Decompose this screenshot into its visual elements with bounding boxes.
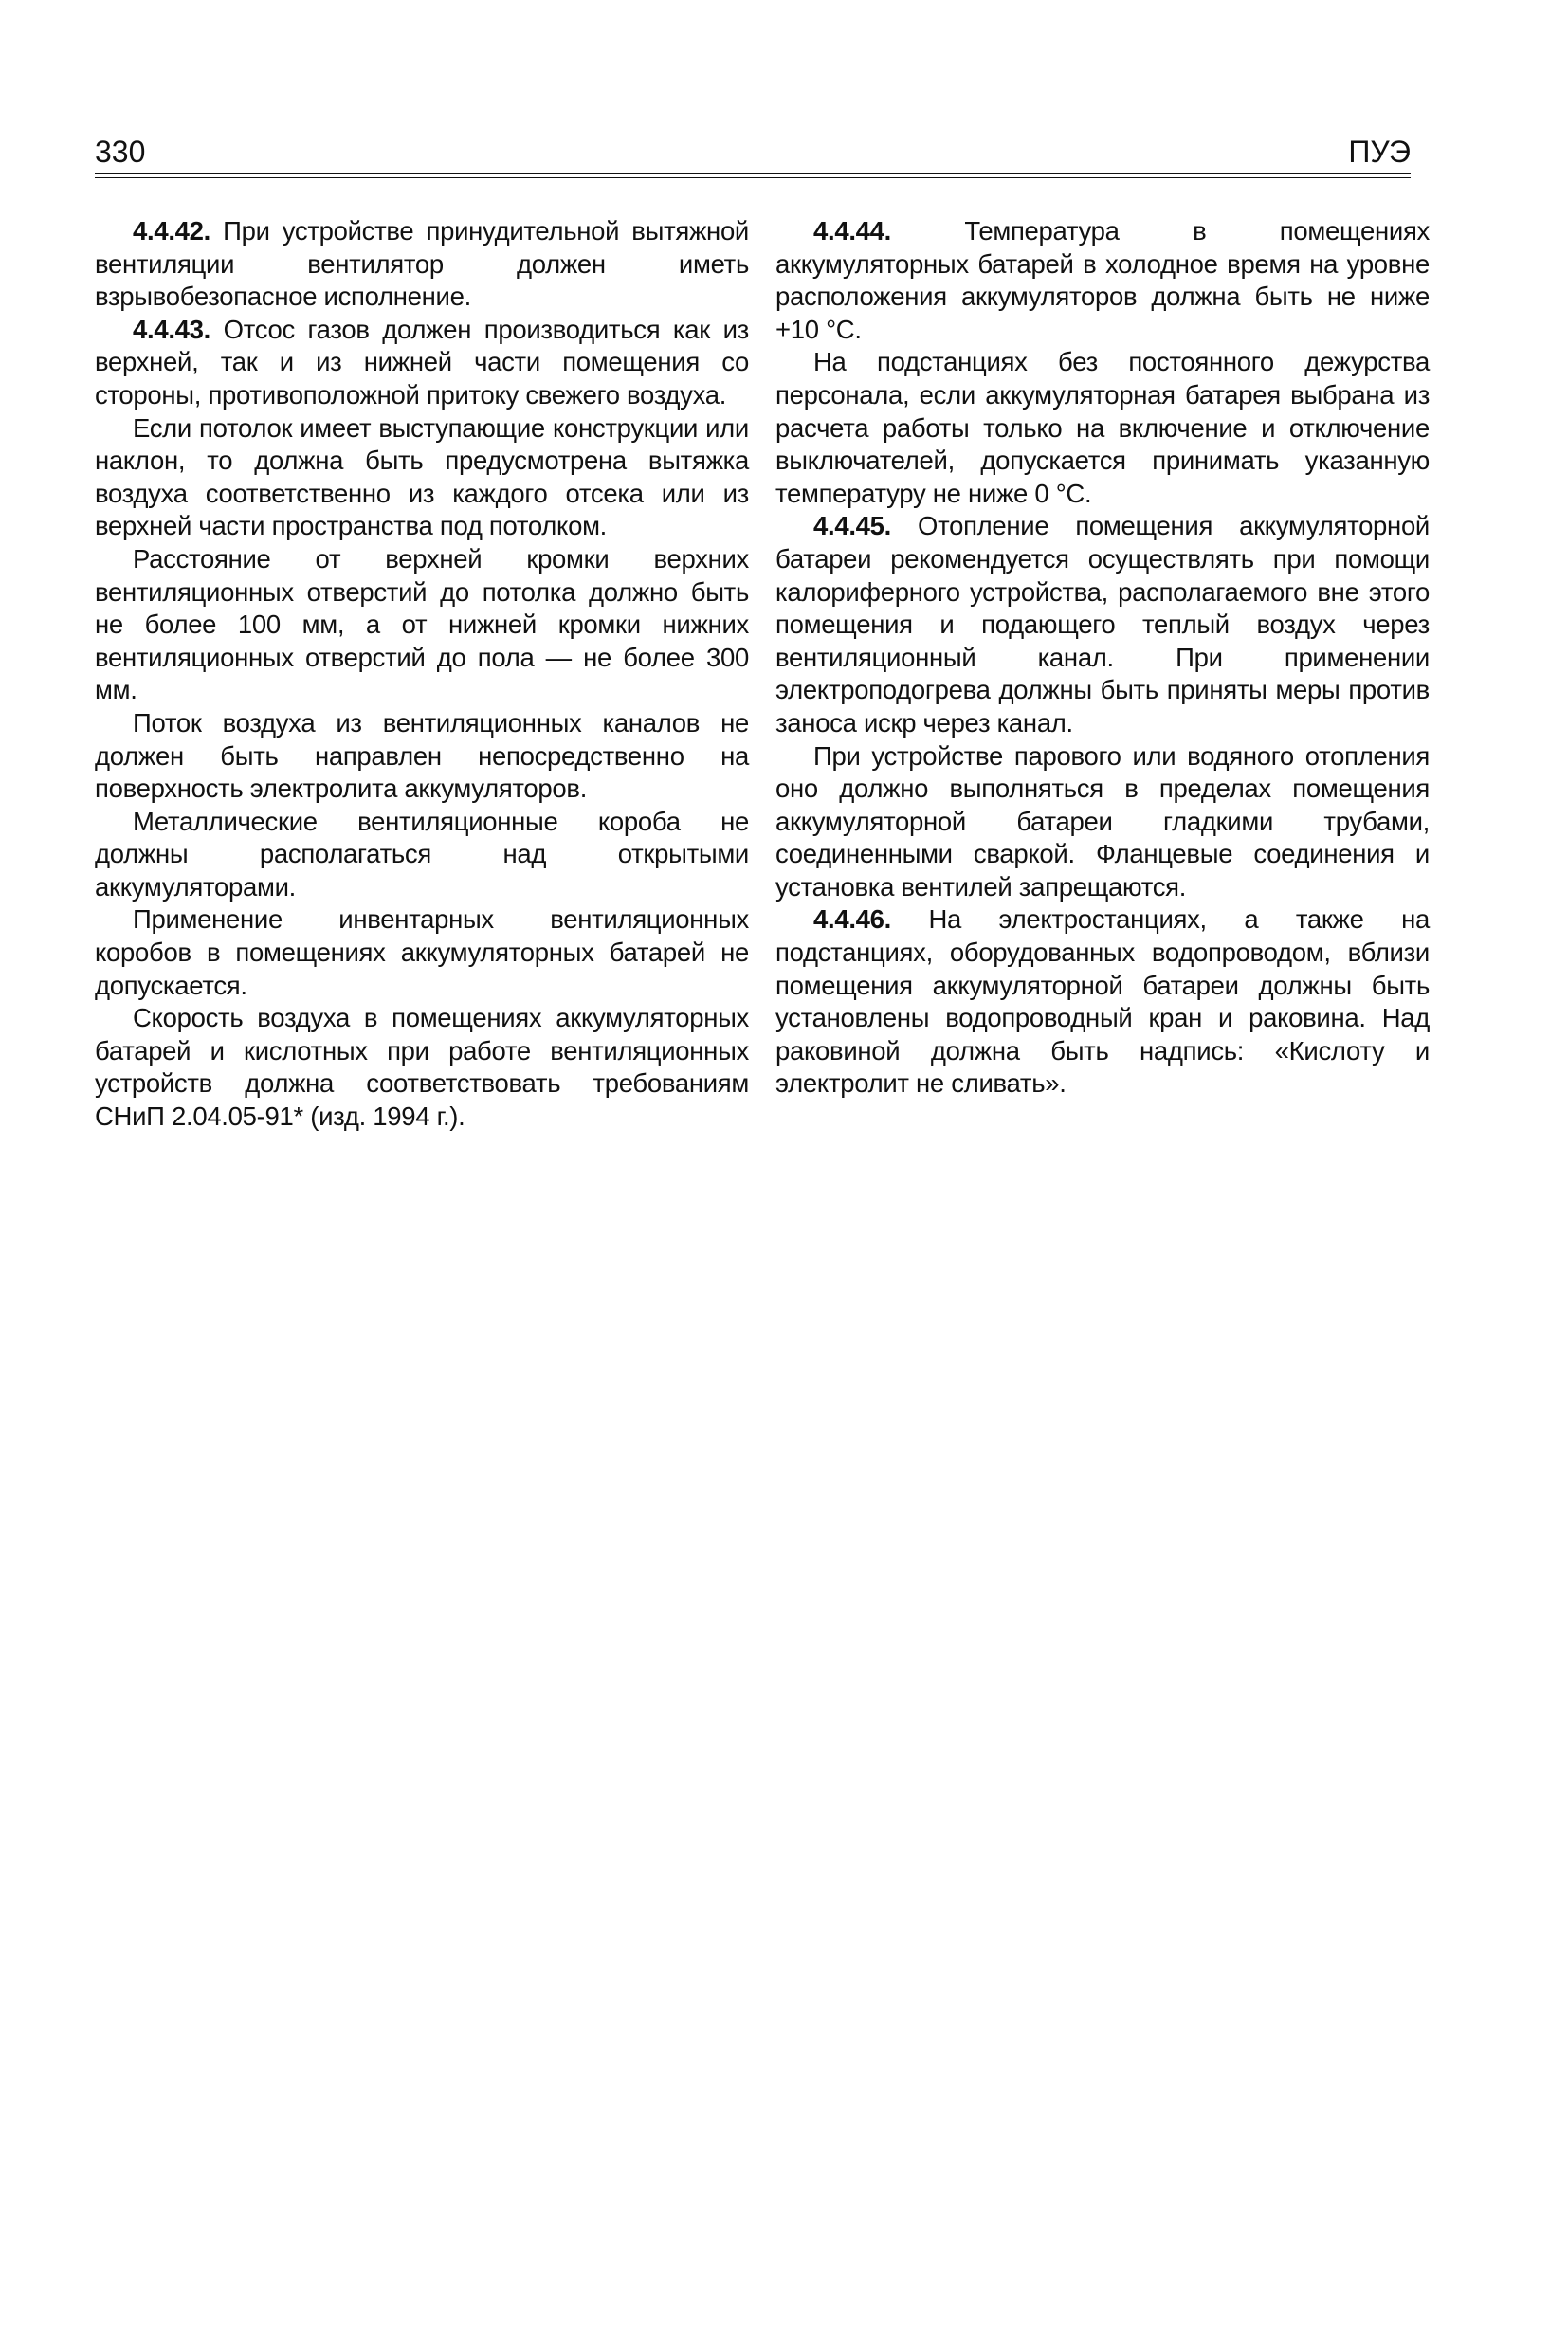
left-column [95, 215, 749, 1134]
section-number: 4.4.42. [133, 216, 210, 246]
right-column [775, 215, 1430, 1101]
section-number: 4.4.43. [133, 314, 210, 344]
paragraph-4-4-42 [95, 215, 749, 314]
paragraph: Поток воздуха из вентиляционных каналов не должен быть направлен непосредственно на поверхность электролита аккумуляторов. [95, 707, 749, 804]
header-rule-thin [95, 177, 1411, 178]
paragraph-text: На электростанциях, а также на подстанциях, оборудованных водопроводом, вблизи помещения аккумуляторной батареи должны быть установлены водопроводный кран и раковина. Над раковиной должна быть надпись: «Кислоту и электролит не сливать». [775, 904, 1430, 1099]
paragraph: Расстояние от верхней кромки верхних вентиляционных отверстий до потолка должно быть не более 100 мм, а от нижней кромки нижних вентиляционных отверстий до пола — не более 300 мм. [95, 543, 749, 705]
paragraph: Применение инвентарных вентиляционных коробов в помещениях аккумуляторных батарей не допускается. [95, 904, 749, 1000]
section-number: 4.4.45. [813, 511, 891, 541]
paragraph-4-4-45 [775, 510, 1430, 739]
paragraph-text: При устройстве принудительной вытяжной вентиляции вентилятор должен иметь взрывобезопасное исполнение. [95, 216, 749, 312]
paragraph: Скорость воздуха в помещениях аккумуляторных батарей и кислотных при работе вентиляционных устройств должна соответствовать требованиям СНиП 2.04.05-91* (изд. 1994 г.). [95, 1003, 749, 1132]
running-title: ПУЭ [1348, 135, 1411, 169]
section-number: 4.4.44. [813, 216, 891, 246]
paragraph-4-4-46 [775, 903, 1430, 1101]
paragraph-text: Отопление помещения аккумуляторной батареи рекомендуется осуществлять при помощи калориферного устройства, располагаемого вне этого помещения и подающего теплый воздух через вентиляционный канал. При применении электроподогрева должны быть приняты меры против заноса искр через канал. [775, 511, 1430, 738]
paragraph: При устройстве парового или водяного отопления оно должно выполняться в пределах помещения аккумуляторной батареи гладкими трубами, соединенными сваркой. Фланцевые соединения и установка вентилей запрещаются. [775, 740, 1430, 902]
section-number: 4.4.46. [813, 904, 891, 935]
page-number: 330 [95, 135, 146, 169]
paragraph: Металлические вентиляционные короба не должны располагаться над открытыми аккумуляторами. [95, 806, 749, 902]
paragraph-4-4-43 [95, 314, 749, 412]
paragraph-text: Температура в помещениях аккумуляторных батарей в холодное время на уровне расположения аккумуляторов должна быть не ниже +10 °С. [775, 216, 1430, 344]
header-rule [95, 173, 1411, 174]
paragraph-4-4-44 [775, 215, 1430, 346]
paragraph: На подстанциях без постоянного дежурства персонала, если аккумуляторная батарея выбрана из расчета работы только на включение и отключение выключателей, допускается принимать указанную температуру не ниже 0 °С. [775, 347, 1430, 508]
paragraph-text: Отсос газов должен производиться как из верхней, так и из нижней части помещения со стороны, противоположной притоку свежего воздуха. [95, 314, 749, 410]
page-header [95, 133, 1411, 173]
paragraph: Если потолок имеет выступающие конструкции или наклон, то должна быть предусмотрена вытяжка воздуха соответственно из каждого отсека или из верхней части пространства под потолком. [95, 412, 749, 541]
